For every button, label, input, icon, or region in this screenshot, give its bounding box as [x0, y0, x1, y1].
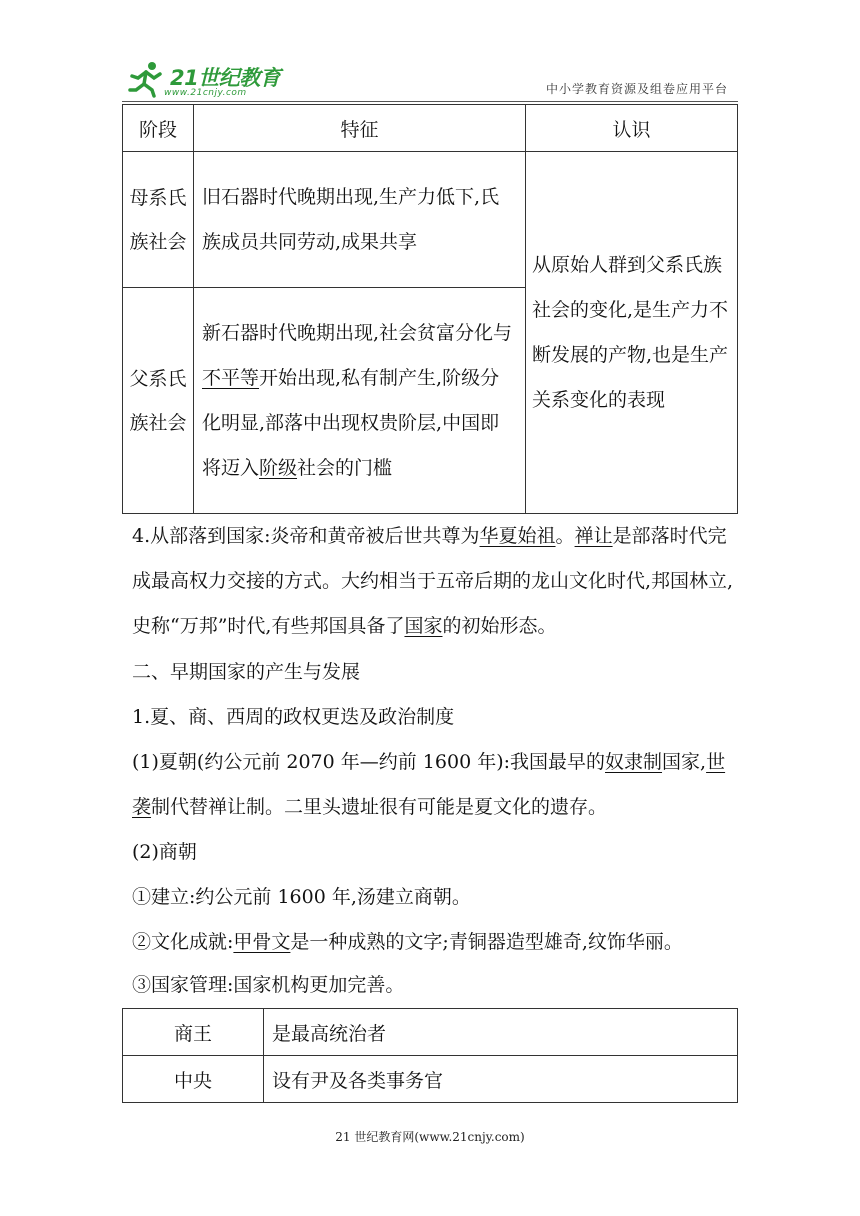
key-term: 不平等: [202, 366, 260, 389]
logo-text: 21世纪教育: [170, 66, 281, 90]
col-header-stage: 阶段: [123, 105, 194, 152]
shang-culture: ②文化成就:甲骨文是一种成熟的文字;青铜器造型雄奇,纹饰华丽。: [132, 931, 683, 953]
page-header: [122, 56, 738, 102]
table-row: [123, 1009, 738, 1056]
recognition-cell: 从原始人群到父系氏族社会的变化,是生产力不断发展的产物,也是生产关系变化的表现: [526, 152, 738, 514]
stage-cell: 父系氏族社会: [123, 288, 194, 514]
key-term: 华夏始祖: [479, 525, 556, 547]
table-row: [123, 1056, 738, 1103]
runner-logo-icon: [128, 60, 164, 98]
feature-cell: 旧石器时代晚期出现,生产力低下,氏族成员共同劳动,成果共享: [194, 152, 526, 288]
shang-title: (2)商朝: [132, 841, 197, 863]
stage-cell: 母系氏族社会: [123, 152, 194, 288]
admin-value-cell: 设有尹及各类事务官: [264, 1056, 738, 1103]
header-divider: [122, 101, 738, 102]
col-header-feature: 特征: [194, 105, 526, 152]
feature-cell: 新石器时代晚期出现,社会贫富分化与不平等开始出现,私有制产生,阶级分化明显,部落中出现权贵阶层,中国即将迈入阶级社会的门槛: [194, 288, 526, 514]
site-logo: [128, 60, 288, 100]
key-term: 世袭: [132, 751, 726, 818]
key-term: 阶级: [259, 456, 298, 479]
key-term: 奴隶制: [605, 751, 663, 773]
shang-founding: ①建立:约公元前 1600 年,汤建立商朝。: [132, 886, 471, 908]
logo-url: www.21cnjy.com: [164, 88, 247, 98]
admin-key-cell: 中央: [123, 1056, 264, 1103]
key-term: 甲骨文: [233, 931, 291, 953]
key-term: 禅让: [574, 525, 613, 547]
admin-key-cell: 商王: [123, 1009, 264, 1056]
shang-admin-table: [122, 1008, 738, 1103]
key-term: 国家: [404, 615, 443, 637]
table-row: [123, 152, 738, 288]
header-tagline: 中小学教育资源及组卷应用平台: [545, 82, 728, 96]
table-header-row: [123, 105, 738, 152]
admin-value-cell: 是最高统治者: [264, 1009, 738, 1056]
xia-paragraph: (1)夏朝(约公元前 2070 年—约前 1600 年):我国最早的奴隶制国家,世袭制代替禅让制。二里头遗址很有可能是夏文化的遗存。: [132, 751, 726, 818]
section-heading: 二、早期国家的产生与发展: [132, 661, 361, 683]
col-header-recognition: 认识: [526, 105, 738, 152]
subsection-heading: 1.夏、商、西周的政权更迭及政治制度: [132, 706, 455, 728]
paragraph-4: 4.从部落到国家:炎帝和黄帝被后世共尊为华夏始祖。禅让是部落时代完成最高权力交接的方式。大约相当于五帝后期的龙山文化时代,邦国林立,史称“万邦”时代,有些邦国具备了国家的初始形态。: [132, 525, 734, 637]
clan-society-table: [122, 104, 738, 514]
page-footer: 21 世纪教育网(www.21cnjy.com): [335, 1130, 525, 1144]
shang-admin: ③国家管理:国家机构更加完善。: [132, 974, 405, 996]
